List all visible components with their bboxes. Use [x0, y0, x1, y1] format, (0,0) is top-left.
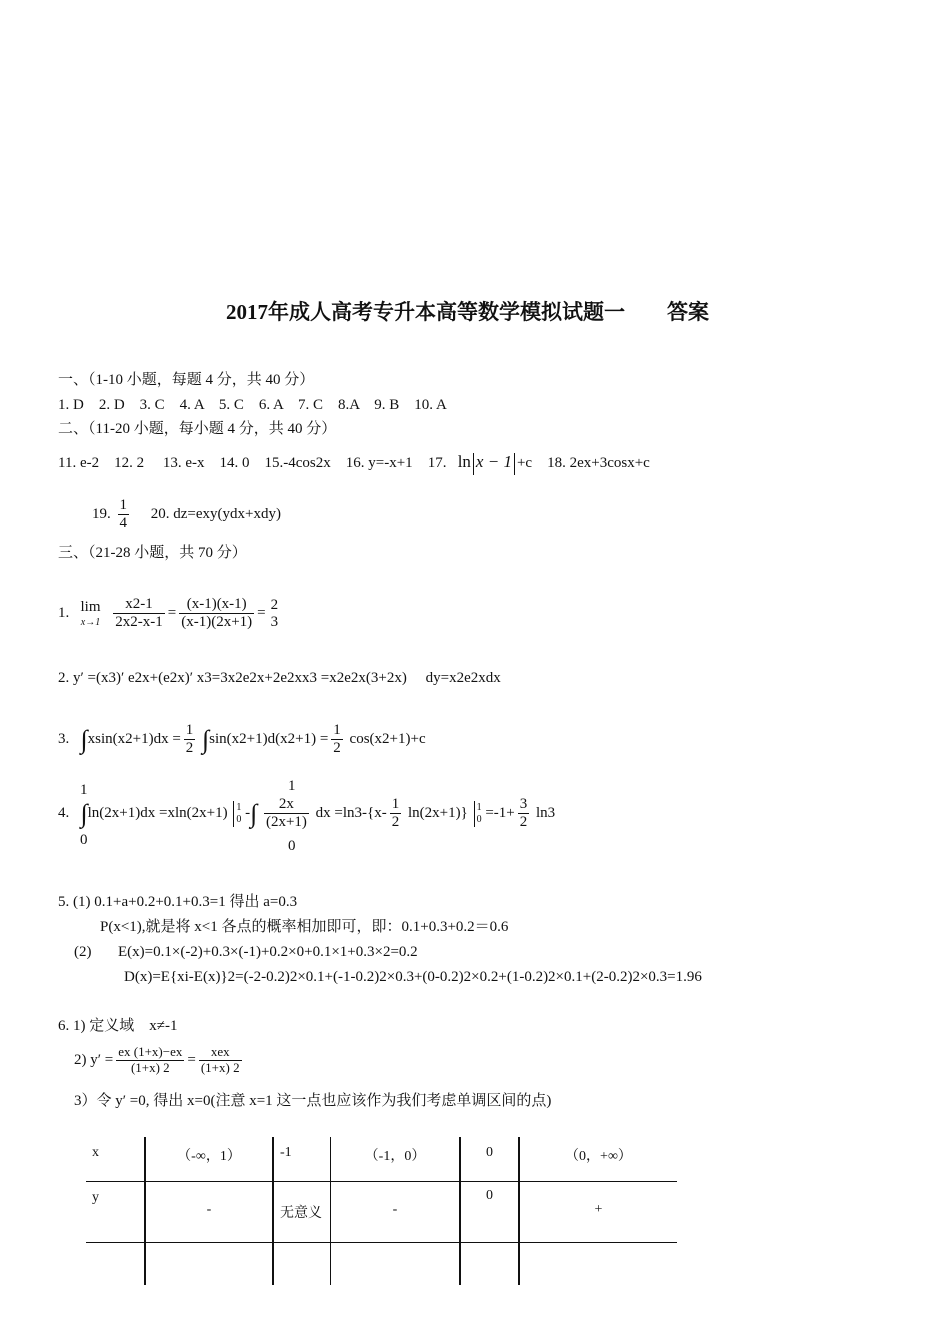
equals-sign: = — [187, 1051, 196, 1068]
solution-5-line-1: 5. (1) 0.1+a+0.2+0.1+0.3=1 得出 a=0.3 — [58, 894, 298, 910]
table-cell — [460, 1243, 519, 1286]
half-fraction-2 — [331, 722, 343, 758]
fraction-numerator: 1 — [184, 722, 196, 740]
solution-3-part1: xsin(x2+1)dx = — [87, 731, 181, 748]
section-header-2: 二、（11-20 小题，每小题 4 分，共 40 分） — [58, 421, 337, 437]
fraction-denominator: 2x2-x-1 — [115, 614, 163, 631]
table-cell — [273, 1243, 331, 1286]
fraction-numerator: 1 — [331, 722, 343, 740]
answer-15: 15.-4cos2x — [264, 455, 331, 471]
eval-limit-top: 1 — [236, 802, 242, 814]
integral-sign: ∫ — [80, 798, 88, 828]
integral-lower-limit: 0 — [80, 832, 88, 848]
table-cell: -1 — [273, 1137, 331, 1182]
fraction-denominator: 4 — [119, 515, 127, 532]
answer-17-inner: x − 1 — [475, 452, 512, 471]
solution-6-line-1: 6. 1) 定义域 x≠-1 — [58, 1018, 178, 1034]
table-cell: + — [519, 1182, 677, 1243]
table-row — [86, 1137, 677, 1182]
equals-sign: = — [257, 605, 266, 622]
answer-16: 16. y=-x+1 — [345, 455, 413, 471]
fraction-denominator: 2 — [333, 740, 341, 757]
fraction-denominator: (1+x) 2 — [130, 1059, 170, 1075]
solution-4 — [58, 796, 555, 832]
derivative-fraction-2 — [199, 1045, 242, 1076]
half-fraction-1 — [184, 722, 196, 758]
fraction-denominator: 2 — [185, 740, 194, 757]
fraction-numerator: xex — [199, 1045, 242, 1061]
solution-4-p3: ln(2x+1)} — [407, 805, 468, 822]
fraction-numerator: x2-1 — [113, 596, 165, 614]
fraction-denominator: 3 — [270, 613, 279, 630]
fraction-2x — [264, 796, 309, 832]
integral-sign: ∫ — [80, 724, 88, 754]
eval-limit-bottom: 0 — [476, 813, 482, 825]
fraction-denominator: 2 — [391, 814, 400, 831]
table-cell: x — [86, 1137, 145, 1182]
fraction-denominator: (2x+1) — [265, 814, 307, 831]
table-cell: 0 — [460, 1182, 519, 1243]
fraction-numerator: 2 — [270, 596, 279, 613]
fraction-3 — [269, 597, 281, 632]
monotonicity-table — [86, 1137, 677, 1285]
evaluation-bar — [233, 801, 234, 827]
equals-sign: = — [167, 605, 177, 622]
fraction-numerator: 1 — [118, 497, 130, 515]
solution-3-part2: sin(x2+1)d(x2+1) = — [209, 731, 329, 748]
answer-20: 20. dz=exy(ydx+xdy) — [150, 506, 281, 523]
three-halves-fraction — [518, 796, 530, 832]
table-row — [86, 1243, 677, 1286]
solution-4-p1: ln(2x+1)dx =xln(2x+1) — [87, 805, 228, 822]
solution-2: 2. y′ =(x3)′ e2x+(e2x)′ x3=3x2e2x+2e2xx3 =x2e2x(3+2x) dy=x2e2xdx — [58, 670, 501, 686]
solution-1-label: 1. — [58, 605, 70, 622]
integral-sign: ∫ — [202, 724, 210, 754]
eval-limit-top: 1 — [476, 802, 482, 814]
solution-5-line-3: E(x)=0.1×(-2)+0.3×(-1)+0.2×0+0.1×1+0.3×2=0.2 — [118, 944, 418, 960]
answers-11-18 — [58, 452, 650, 475]
answer-11: 11. e-2 — [58, 455, 100, 471]
answers-1-10: 1. D 2. D 3. C 4. A 5. C 6. A 7. C 8.A 9. B 10. A — [58, 397, 447, 413]
section-header-1: 一、（1-10 小题，每题 4 分，共 40 分） — [58, 372, 315, 388]
fraction-numerator: 2x — [264, 796, 309, 814]
fraction-numerator: (x-1)(x-1) — [179, 596, 254, 614]
table-cell: 无意义 — [273, 1182, 331, 1243]
limit-operator — [81, 599, 101, 628]
section-header-3: 三、（21-28 小题，共 70 分） — [58, 545, 247, 561]
integral-lower-limit-2: 0 — [288, 838, 296, 854]
table-cell: （0，+∞） — [519, 1137, 677, 1182]
evaluation-limits — [236, 802, 241, 825]
minus-sign: - — [245, 805, 251, 822]
table-cell — [86, 1243, 145, 1286]
fraction-denominator: (x-1)(2x+1) — [181, 614, 253, 631]
solution-6-line-3: 3）令 y′ =0, 得出 x=0(注意 x=1 这一点也应该作为我们考虑单调区间的点) — [74, 1093, 552, 1109]
evaluation-bar — [474, 801, 475, 827]
table-cell — [519, 1243, 677, 1286]
eval-limit-bottom: 0 — [236, 813, 242, 825]
fraction-1 — [113, 596, 165, 632]
solution-4-label: 4. — [58, 805, 70, 822]
integral-sign: ∫ — [250, 798, 258, 828]
table-cell — [145, 1243, 273, 1286]
limit-text: lim — [80, 599, 101, 616]
answer-14: 14. 0 — [219, 455, 250, 471]
table-cell: - — [145, 1182, 273, 1243]
answer-19-fraction — [118, 497, 130, 533]
solution-3-label: 3. — [58, 731, 70, 748]
answer-17-tail: +c — [516, 455, 533, 471]
limit-subscript: x→1 — [80, 616, 101, 628]
fraction-numerator: 3 — [518, 796, 530, 814]
fraction-numerator: ex (1+x)−ex — [118, 1044, 183, 1059]
answer-19-label: 19. — [92, 506, 111, 523]
fraction-2 — [179, 596, 254, 632]
abs-bar-left — [473, 453, 474, 475]
fraction-numerator: 1 — [390, 796, 402, 814]
solution-4-p5: ln3 — [535, 805, 556, 822]
abs-bar-right — [514, 453, 515, 475]
solution-5-line-4: D(x)=E{xi-E(x)}2=(-2-0.2)2×0.1+(-1-0.2)2×0.3+(0-0.2)2×0.2+(1-0.2)2×0.1+(2-0.2)2×0.3=1.96 — [124, 969, 702, 985]
answer-17-label: 17. — [427, 455, 447, 471]
table-cell: （-1，0） — [331, 1137, 461, 1182]
answer-12: 12. 2 — [114, 455, 145, 471]
table-cell — [331, 1243, 461, 1286]
page-title: 2017年成人高考专升本高等数学模拟试题一 答案 — [226, 300, 709, 324]
solution-5-line-3-label: (2) — [74, 944, 92, 960]
table-cell: - — [331, 1182, 461, 1243]
table-row — [86, 1182, 677, 1243]
solution-4-p2: dx =ln3-{x- — [315, 805, 387, 822]
fraction-denominator: 2 — [519, 814, 528, 831]
table-cell: y — [86, 1182, 145, 1243]
table-cell: （-∞，1） — [145, 1137, 273, 1182]
solution-5-line-2: P(x<1),就是将 x<1 各点的概率相加即可，即：0.1+0.3+0.2＝0.6 — [100, 919, 509, 935]
derivative-fraction-1 — [116, 1045, 184, 1076]
answer-13: 13. e-x — [162, 455, 205, 471]
evaluation-limits — [477, 802, 482, 825]
integral-upper-limit: 1 — [80, 782, 88, 798]
table-cell: 0 — [460, 1137, 519, 1182]
half-fraction — [390, 796, 402, 832]
solution-6-line-2 — [74, 1045, 245, 1076]
answer-17-ln: ln — [457, 452, 471, 471]
answers-19-20 — [92, 497, 281, 533]
solution-4-p4: =-1+ — [485, 805, 515, 822]
fraction-denominator: (1+x) 2 — [200, 1059, 240, 1075]
solution-3-part3: cos(x2+1)+c — [349, 731, 426, 748]
answer-18: 18. 2ex+3cosx+c — [547, 455, 650, 471]
solution-1 — [58, 596, 283, 632]
derivative-label: 2) y′ = — [74, 1051, 114, 1068]
integral-upper-limit-2: 1 — [288, 778, 296, 794]
solution-3 — [58, 722, 426, 758]
